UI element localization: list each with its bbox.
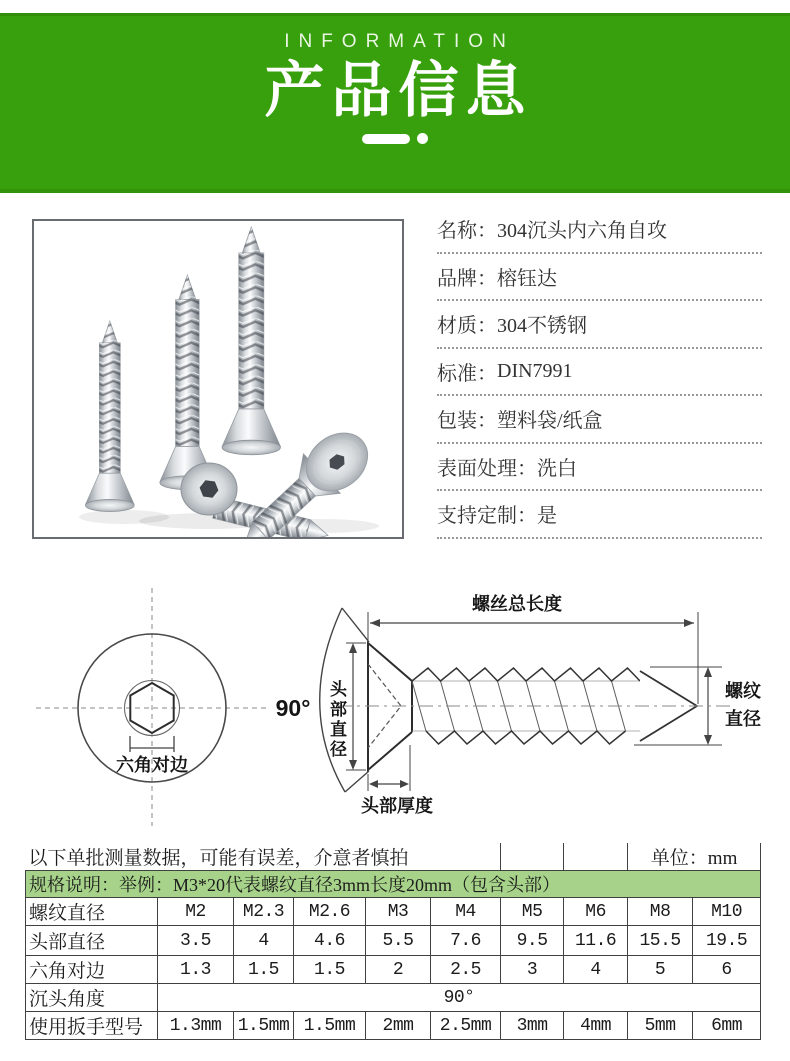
table-cell: 15.5	[628, 926, 693, 956]
detail-label: 名称：	[437, 220, 497, 243]
row-label: 使用扳手型号	[26, 1012, 158, 1040]
info-banner	[0, 13, 790, 193]
table-cell: 4	[234, 926, 294, 956]
table-cell: 5.5	[366, 926, 431, 956]
table-cell: 6mm	[693, 1012, 761, 1040]
label-thread-diameter-line1: 螺纹	[725, 681, 761, 701]
banner-eyebrow: INFORMATION	[284, 31, 515, 52]
table-cell: 2.5mm	[431, 1012, 501, 1040]
row-label: 沉头角度	[26, 984, 158, 1012]
table-note-row	[26, 843, 761, 871]
table-cell: 9.5	[501, 926, 564, 956]
table-cell: 4	[564, 956, 628, 984]
row-label: 螺纹直径	[26, 898, 158, 926]
detail-value: 是	[537, 505, 557, 528]
detail-value: DIN7991	[497, 359, 573, 382]
product-photo	[34, 221, 402, 537]
detail-item-surface	[437, 444, 762, 492]
product-details	[437, 206, 762, 539]
table-cell: 1.3mm	[158, 1012, 234, 1040]
detail-value: 洗白	[537, 457, 577, 480]
detail-value: 304沉头内六角自攻	[497, 220, 667, 243]
table-cell: 7.6	[431, 926, 501, 956]
detail-item-name	[437, 206, 762, 254]
label-hex-across-flats: 六角对边	[116, 755, 188, 775]
detail-label: 包装：	[437, 410, 497, 433]
table-row-thread-diameter	[26, 898, 761, 926]
page-title: 产品信息	[264, 57, 533, 124]
product-photo-frame	[32, 219, 404, 539]
table-cell: M10	[693, 898, 761, 926]
spec-table	[25, 843, 761, 1040]
table-cell: 2mm	[366, 1012, 431, 1040]
table-cell: 3.5	[158, 926, 234, 956]
detail-item-standard	[437, 349, 762, 397]
table-row-wrench-size	[26, 1012, 761, 1040]
detail-value: 304不锈钢	[497, 315, 587, 338]
table-cell: 3	[501, 956, 564, 984]
title-underline	[362, 133, 428, 144]
detail-label: 标准：	[437, 362, 497, 385]
detail-item-material	[437, 301, 762, 349]
label-cone-angle: 90°	[275, 695, 311, 721]
table-cell: 4.6	[294, 926, 366, 956]
table-cell: 1.5	[234, 956, 294, 984]
detail-label: 品牌：	[437, 267, 497, 290]
table-cell-span: 90°	[158, 984, 761, 1012]
measurement-note: 以下单批测量数据，可能有误差，介意者慎拍	[26, 843, 501, 871]
detail-label: 支持定制：	[437, 505, 537, 528]
row-label: 头部直径	[26, 926, 158, 956]
table-cell: 2	[366, 956, 431, 984]
table-cell: 1.5	[294, 956, 366, 984]
table-cell: 19.5	[693, 926, 761, 956]
spec-note: 规格说明：举例：M3*20代表螺纹直径3mm长度20mm（包含头部）	[26, 871, 761, 898]
table-spec-row	[26, 871, 761, 898]
table-cell-empty	[564, 843, 628, 871]
table-cell: M5	[501, 898, 564, 926]
table-cell: 5	[628, 956, 693, 984]
detail-value: 塑料袋/纸盒	[497, 410, 603, 433]
label-thread-diameter-line2: 直径	[725, 709, 761, 729]
detail-value: 榕钰达	[497, 267, 557, 290]
detail-label: 材质：	[437, 315, 497, 338]
label-thread-diameter	[712, 677, 774, 733]
table-cell: M6	[564, 898, 628, 926]
detail-item-custom	[437, 491, 762, 539]
table-cell: M4	[431, 898, 501, 926]
table-cell: M8	[628, 898, 693, 926]
label-head-thickness: 头部厚度	[361, 796, 433, 816]
table-row-countersink-angle	[26, 984, 761, 1012]
table-cell: 4mm	[564, 1012, 628, 1040]
table-row-head-diameter	[26, 926, 761, 956]
underline-dash	[362, 134, 410, 144]
table-cell: 3mm	[501, 1012, 564, 1040]
unit-note: 单位：mm	[628, 843, 761, 871]
table-cell: 6	[693, 956, 761, 984]
table-cell: M3	[366, 898, 431, 926]
row-label: 六角对边	[26, 956, 158, 984]
table-cell: M2.3	[234, 898, 294, 926]
label-head-diameter: 头部直径	[327, 680, 346, 760]
table-row-hex-across-flats	[26, 956, 761, 984]
table-cell: M2.6	[294, 898, 366, 926]
table-cell: 1.5mm	[294, 1012, 366, 1040]
table-cell-empty	[501, 843, 564, 871]
table-cell: 1.5mm	[234, 1012, 294, 1040]
table-cell: 11.6	[564, 926, 628, 956]
dimension-diagram	[0, 578, 790, 843]
detail-item-brand	[437, 254, 762, 302]
table-cell: 5mm	[628, 1012, 693, 1040]
underline-dot	[417, 133, 428, 144]
detail-item-packaging	[437, 396, 762, 444]
table-cell: 1.3	[158, 956, 234, 984]
table-cell: M2	[158, 898, 234, 926]
label-total-length: 螺丝总长度	[472, 594, 562, 614]
table-cell: 2.5	[431, 956, 501, 984]
detail-label: 表面处理：	[437, 457, 537, 480]
